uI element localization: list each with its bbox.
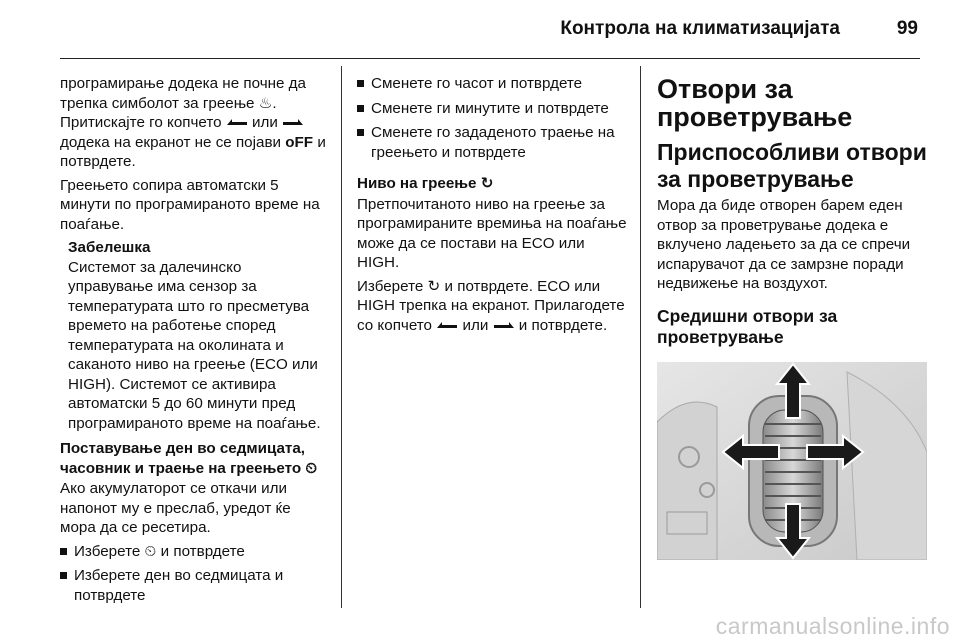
list-item bbox=[357, 74, 629, 94]
bullet-list-2 bbox=[357, 74, 629, 162]
subsection-title: Приспособливи отвори за проветрување bbox=[657, 139, 927, 192]
note-title: Забелешка bbox=[68, 239, 151, 256]
right-arrow-key-icon bbox=[282, 113, 304, 133]
heating-level-icon: ↻ bbox=[427, 277, 441, 295]
clock-icon: ⏲ bbox=[305, 459, 318, 477]
text: или bbox=[462, 316, 489, 334]
right-arrow-key-icon bbox=[493, 316, 515, 336]
column-1 bbox=[60, 74, 328, 610]
text: додека на екранот не се појави bbox=[60, 133, 281, 151]
clock-icon: ⏲ bbox=[144, 542, 157, 560]
list-item bbox=[60, 566, 328, 605]
section-title: Отвори за проветрување bbox=[657, 74, 853, 132]
text: . Притискајте го копчето bbox=[60, 94, 277, 131]
note-block bbox=[68, 238, 328, 433]
paragraph-program-symbol bbox=[60, 74, 328, 172]
column-3 bbox=[657, 75, 927, 348]
left-arrow-key-icon bbox=[226, 113, 248, 133]
column-divider-1 bbox=[341, 66, 342, 608]
heating-level-icon: ↻ bbox=[480, 175, 494, 192]
bullet-list-1 bbox=[60, 542, 328, 606]
heating-icon: ♨ bbox=[258, 94, 273, 112]
text: или bbox=[252, 114, 278, 131]
page-number: 99 bbox=[896, 18, 918, 39]
header-rule bbox=[60, 58, 920, 59]
bullet-icon bbox=[357, 129, 364, 136]
paragraph-vents: Мора да биде отворен барем еден отвор за проветрување додека е вклучено ладењето за да се спречи испарувачот да се замрзне поради недвижење на воздухот. bbox=[657, 197, 911, 292]
paragraph-auto-stop: Греењето сопира автоматски 5 минути по програмираното време на поаѓање. bbox=[60, 176, 320, 233]
text: Сменете го часот и потврдете bbox=[371, 75, 583, 92]
paragraph-battery: Ако акумулаторот се откачи или напонот му е преслаб, уредот ќе мора да се ресетира. bbox=[60, 480, 291, 536]
subheading-center-vents: Средишни отвори за проветрување bbox=[657, 305, 838, 347]
text: и потврдете. ECO или HIGH трепка на екранот. Прилагодете со копчето bbox=[357, 277, 625, 334]
bullet-icon bbox=[60, 548, 67, 555]
text: и потврдете bbox=[160, 542, 245, 560]
heading-heating-level bbox=[357, 174, 629, 194]
text: Сменете го зададеното траење на греењето и потврдете bbox=[371, 124, 615, 161]
bullet-icon bbox=[357, 105, 364, 112]
text: Сменете ги минутите и потврдете bbox=[371, 99, 609, 117]
bullet-icon bbox=[357, 80, 364, 87]
off-label: oFF bbox=[285, 133, 314, 151]
bullet-icon bbox=[60, 572, 67, 579]
text: Ниво на греење bbox=[357, 175, 477, 192]
header-title: Контрола на климатизацијата bbox=[560, 18, 840, 39]
paragraph-select-level bbox=[357, 277, 629, 336]
note-body: Системот за далечинско управување има сензор за температурата што го пресметува времето на работење според температурата на околината и саканото ниво на греење (ECO или HIGH). Системот се активира автоматски 5 до 60 минути пред програмираното време на поаѓање. bbox=[68, 258, 321, 432]
heading-set-time bbox=[60, 439, 328, 478]
list-item bbox=[357, 99, 629, 119]
watermark: carmanualsonline.info bbox=[715, 613, 950, 639]
list-item bbox=[60, 542, 328, 562]
text: и потврдете. bbox=[60, 133, 326, 170]
left-arrow-key-icon bbox=[436, 316, 458, 336]
text: Изберете bbox=[357, 277, 424, 295]
air-vent-illustration bbox=[657, 362, 927, 560]
text: и потврдете. bbox=[518, 316, 608, 334]
column-2 bbox=[357, 74, 629, 339]
text: Изберете bbox=[74, 542, 141, 560]
text: програмирање додека не почне да трепка симболот за греење bbox=[60, 75, 306, 112]
list-item bbox=[357, 123, 629, 162]
text: Поставување ден во седмицата, часовник и траење на греењето bbox=[60, 440, 306, 477]
column-divider-2 bbox=[640, 66, 641, 608]
paragraph-preferred-level: Претпочитаното ниво на греење за програмираните времиња на поаѓање може да се постави на ECO или HIGH. bbox=[357, 195, 627, 271]
text: Изберете ден во седмицата и потврдете bbox=[74, 567, 284, 604]
